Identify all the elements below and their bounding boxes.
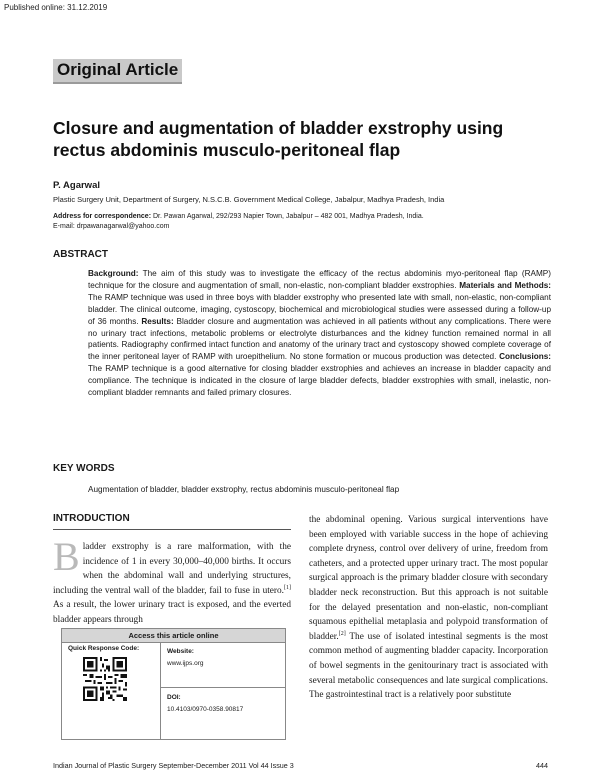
journal-citation: Indian Journal of Plastic Surgery September-December 2011 Vol 44 Issue 3	[53, 761, 294, 770]
article-info-section	[161, 643, 285, 739]
qr-code-icon[interactable]	[83, 657, 127, 701]
website-link[interactable]: www.ijps.org	[167, 660, 204, 667]
intro-left-text-1: ladder exstrophy is a rare malformation, with the incidence of 1 in every 30,000–40,000 births. It occurs when the abdominal wall and underlying structures, including the ventral wall of the bladder, fail to fuse in utero.	[53, 542, 291, 596]
intro-right-text-2: The use of isolated intestinal segments is the most common method of augmenting bladder capacity. Incorporation of bowel segments in the genitourinary tract is associated with several metabolic consequences and late surgical complications. The gastrointestinal tract is a relatively poor substitute	[309, 631, 548, 701]
correspondence-address	[53, 212, 553, 232]
email-address[interactable]: E-mail: drpawanagarwal@yahoo.com	[53, 223, 170, 230]
drop-cap: B	[53, 534, 80, 579]
reference-1[interactable]: [1]	[284, 584, 291, 591]
keywords-heading: KEY WORDS	[53, 463, 115, 474]
results-text: Bladder closure and augmentation was achieved in all patients without any complications. There were no urinary tract infections, metabolic problems or electrolyte disturbances and the kidney function remained normal in all patients. Radiography confirmed intact function and anatomy of the urinary tract and cystoscopy showed complete coverage of the inner peritoneal layer of RAMP with uroepithelium. No stone formation or mucous production was detected.	[88, 316, 552, 362]
section-divider	[53, 529, 291, 530]
abstract-heading: ABSTRACT	[53, 249, 108, 260]
reference-2[interactable]: [2]	[338, 630, 346, 637]
author-affiliation: Plastic Surgery Unit, Department of Surgery, N.S.C.B. Government Medical College, Jabalpur, Madhya Pradesh, India	[53, 195, 445, 204]
page-footer	[53, 761, 548, 770]
address-text: Dr. Pawan Agarwal, 292/293 Napier Town, Jabalpur – 482 001, Madhya Pradesh, India.	[152, 213, 424, 220]
background-label: Background:	[88, 269, 139, 278]
results-label: Results:	[141, 316, 174, 326]
conclusions-label: Conclusions:	[499, 352, 551, 362]
qr-label: Quick Response Code:	[68, 645, 140, 652]
doi-value[interactable]: 10.4103/0970-0358.90817	[167, 706, 244, 713]
intro-left-column	[53, 534, 291, 628]
background-text: The aim of this study was to investigate the efficacy of the rectus abdominis myo-peritoneal flap (RAMP) technique for the closure and augmentation of small, non-elastic, non-compliant bladder exstrophies.	[88, 269, 551, 290]
abstract-body	[88, 268, 551, 399]
keywords-text: Augmentation of bladder, bladder exstrophy, rectus abdominis musculo-peritoneal flap	[88, 485, 400, 494]
access-box-heading: Access this article online	[62, 629, 285, 643]
page-number: 444	[536, 761, 548, 770]
address-label: Address for correspondence:	[53, 213, 152, 220]
intro-right-column	[309, 513, 548, 703]
info-divider	[161, 687, 285, 688]
author-name: P. Agarwal	[53, 180, 100, 191]
article-type-label: Original Article	[53, 59, 182, 84]
intro-left-text-2: As a result, the lower urinary tract is exposed, and the everted bladder appears through	[53, 600, 291, 625]
website-label: Website:	[167, 648, 194, 655]
qr-section	[62, 643, 161, 739]
intro-right-text-1: the abdominal opening. Various surgical interventions have been employed with variable success in the hope of achieving complete dryness, control over delivery of urine, freedom from catheters, and a protected upper urinary tract. The most popular surgical approach is the primary bladder closure with secondary bladder neck reconstruction. But this approach is not suitable for the delayed presentation and non-elastic, non-compliant squamous epithelial metaplasia and polypoid transformation of bladder.	[309, 515, 548, 642]
conclusions-text: The RAMP technique is a good alternative for closing bladder exstrophies and achieves an increase in bladder capacity and compliance. The technique is indicated in the closure of large bladder defects, bladder exstrophies with small, inelastic, non-compliant bladder remnants and failed primary closures.	[88, 364, 551, 398]
access-article-box	[61, 628, 286, 740]
article-title: Closure and augmentation of bladder exstrophy using rectus abdominis musculo-peritoneal flap	[53, 118, 504, 160]
published-date: Published online: 31.12.2019	[4, 3, 108, 12]
methods-label: Materials and Methods:	[459, 280, 551, 290]
methods-text: The RAMP technique was used in three boys with bladder exstrophy who presented late with small, non-elastic, non-compliant bladder. The clinical outcome, imaging, cystoscopy, biochemical and microbiological studies were assessed during a follow-up of 36 months.	[88, 292, 551, 326]
introduction-heading: INTRODUCTION	[53, 513, 130, 524]
doi-label: DOI:	[167, 694, 181, 701]
